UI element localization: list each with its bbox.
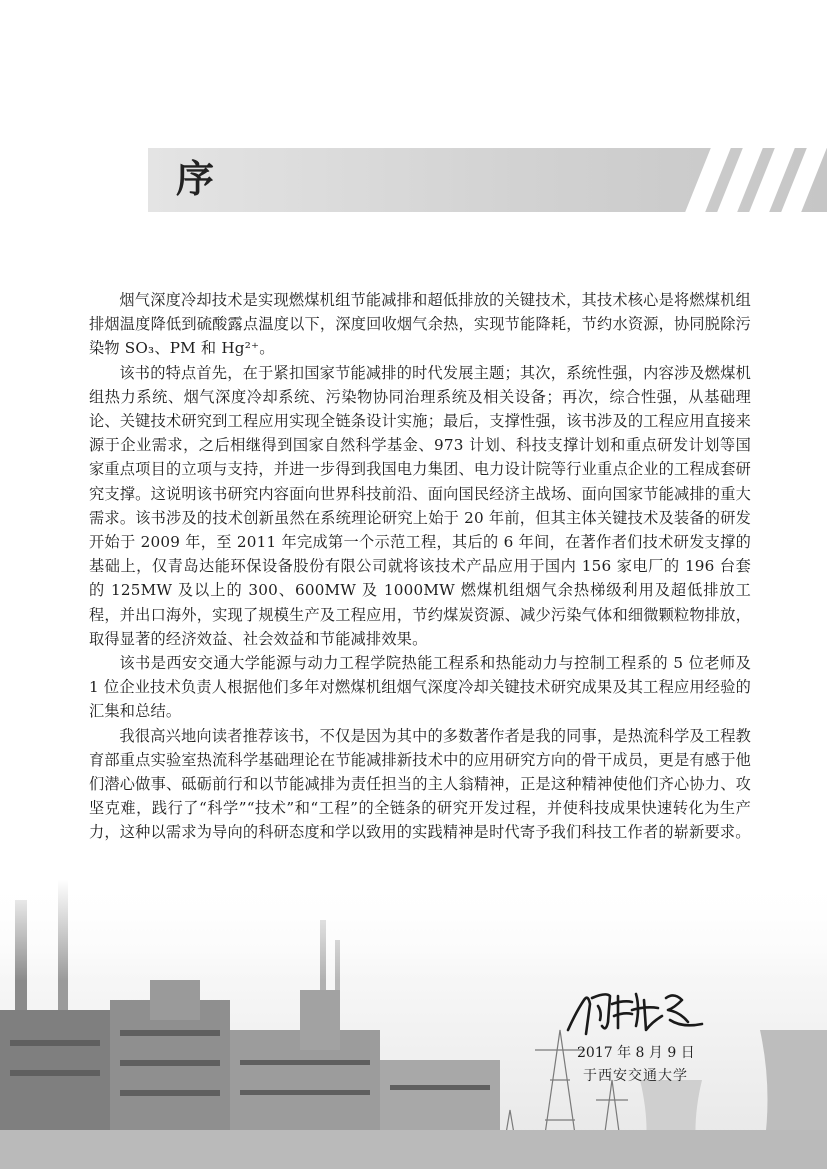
preface-body (89, 288, 751, 845)
signature-date: 2017 年 8 月 9 日 (577, 1045, 695, 1061)
paragraph: 我很高兴地向读者推荐该书，不仅是因为其中的多数著作者是我的同事，是热流科学及工程教育部重点实验室热流科学基础理论在节能减排新技术中的应用研究方向的骨干成员，更是有感于他们潜心做事、砥砺前行和以节能减排为责任担当的主人翁精神，正是这种精神使他们齐心协力、攻坚克难，践行了“科学”“技术”和“工程”的全链条的研究开发过程，并使科技成果快速转化为生产力，这种以需求为导向的科研态度和学以致用的实践精神是时代寄予我们科技工作者的崭新要求。 (89, 726, 751, 842)
paragraph: 该书的特点首先，在于紧扣国家节能减排的时代发展主题；其次，系统性强，内容涉及燃煤机组热力系统、烟气深度冷却系统、污染物协同治理系统及相关设备；再次，综合性强，从基础理论、关键技术研究到工程应用实现全链条设计实施；最后，支撑性强，该书涉及的工程应用直接来源于企业需求，之后相继得到国家自然科学基金、973 计划、科技支撑计划和重点研发计划等国家重点项目的立项与支持，并进一步得到我国电力集团、电力设计院等行业重点企业的工程成套研究支撑。这说明该书研究内容面向世界科技前沿、面向国民经济主战场、面向国家节能减排的重大需求。该书涉及的技术创新虽然在系统理论研究上始于 20 年前，但其主体关键技术及装备的研发开始于 2009 年，至 2011 年完成第一个示范工程，其后的 6 年间，在著作者们技术研发支撑的基础上，仅青岛达能环保设备股份有限公司就将该技术产品应用于国内 156 家电厂的 196 台套的 125MW 及以上的 300、600MW 及 1000MW 燃煤机组烟气余热梯级利用及超低排放工程，并出口海外，实现了规模生产及工程应用，节约煤炭资源、减少污染气体和细微颗粒物排放，取得显著的经济效益、社会效益和节能减排效果。 (89, 363, 751, 648)
paragraph: 该书是西安交通大学能源与动力工程学院热能工程系和热能动力与控制工程系的 5 位老师及 1 位企业技术负责人根据他们多年对燃煤机组烟气深度冷却关键技术研究成果及其工程应用经验的汇集和总结。 (89, 654, 751, 721)
paragraph: 烟气深度冷却技术是实现燃煤机组节能减排和超低排放的关键技术，其技术核心是将燃煤机组排烟温度降低到硫酸露点温度以下，深度回收烟气余热，实现节能降耗，节约水资源，协同脱除污染物 SO₃、PM 和 Hg²⁺。 (89, 291, 751, 358)
page-title: 序 (176, 157, 215, 201)
decorative-stripes (668, 130, 827, 230)
signature-place: 于西安交通大学 (583, 1068, 688, 1084)
handwritten-signature (562, 982, 712, 1042)
